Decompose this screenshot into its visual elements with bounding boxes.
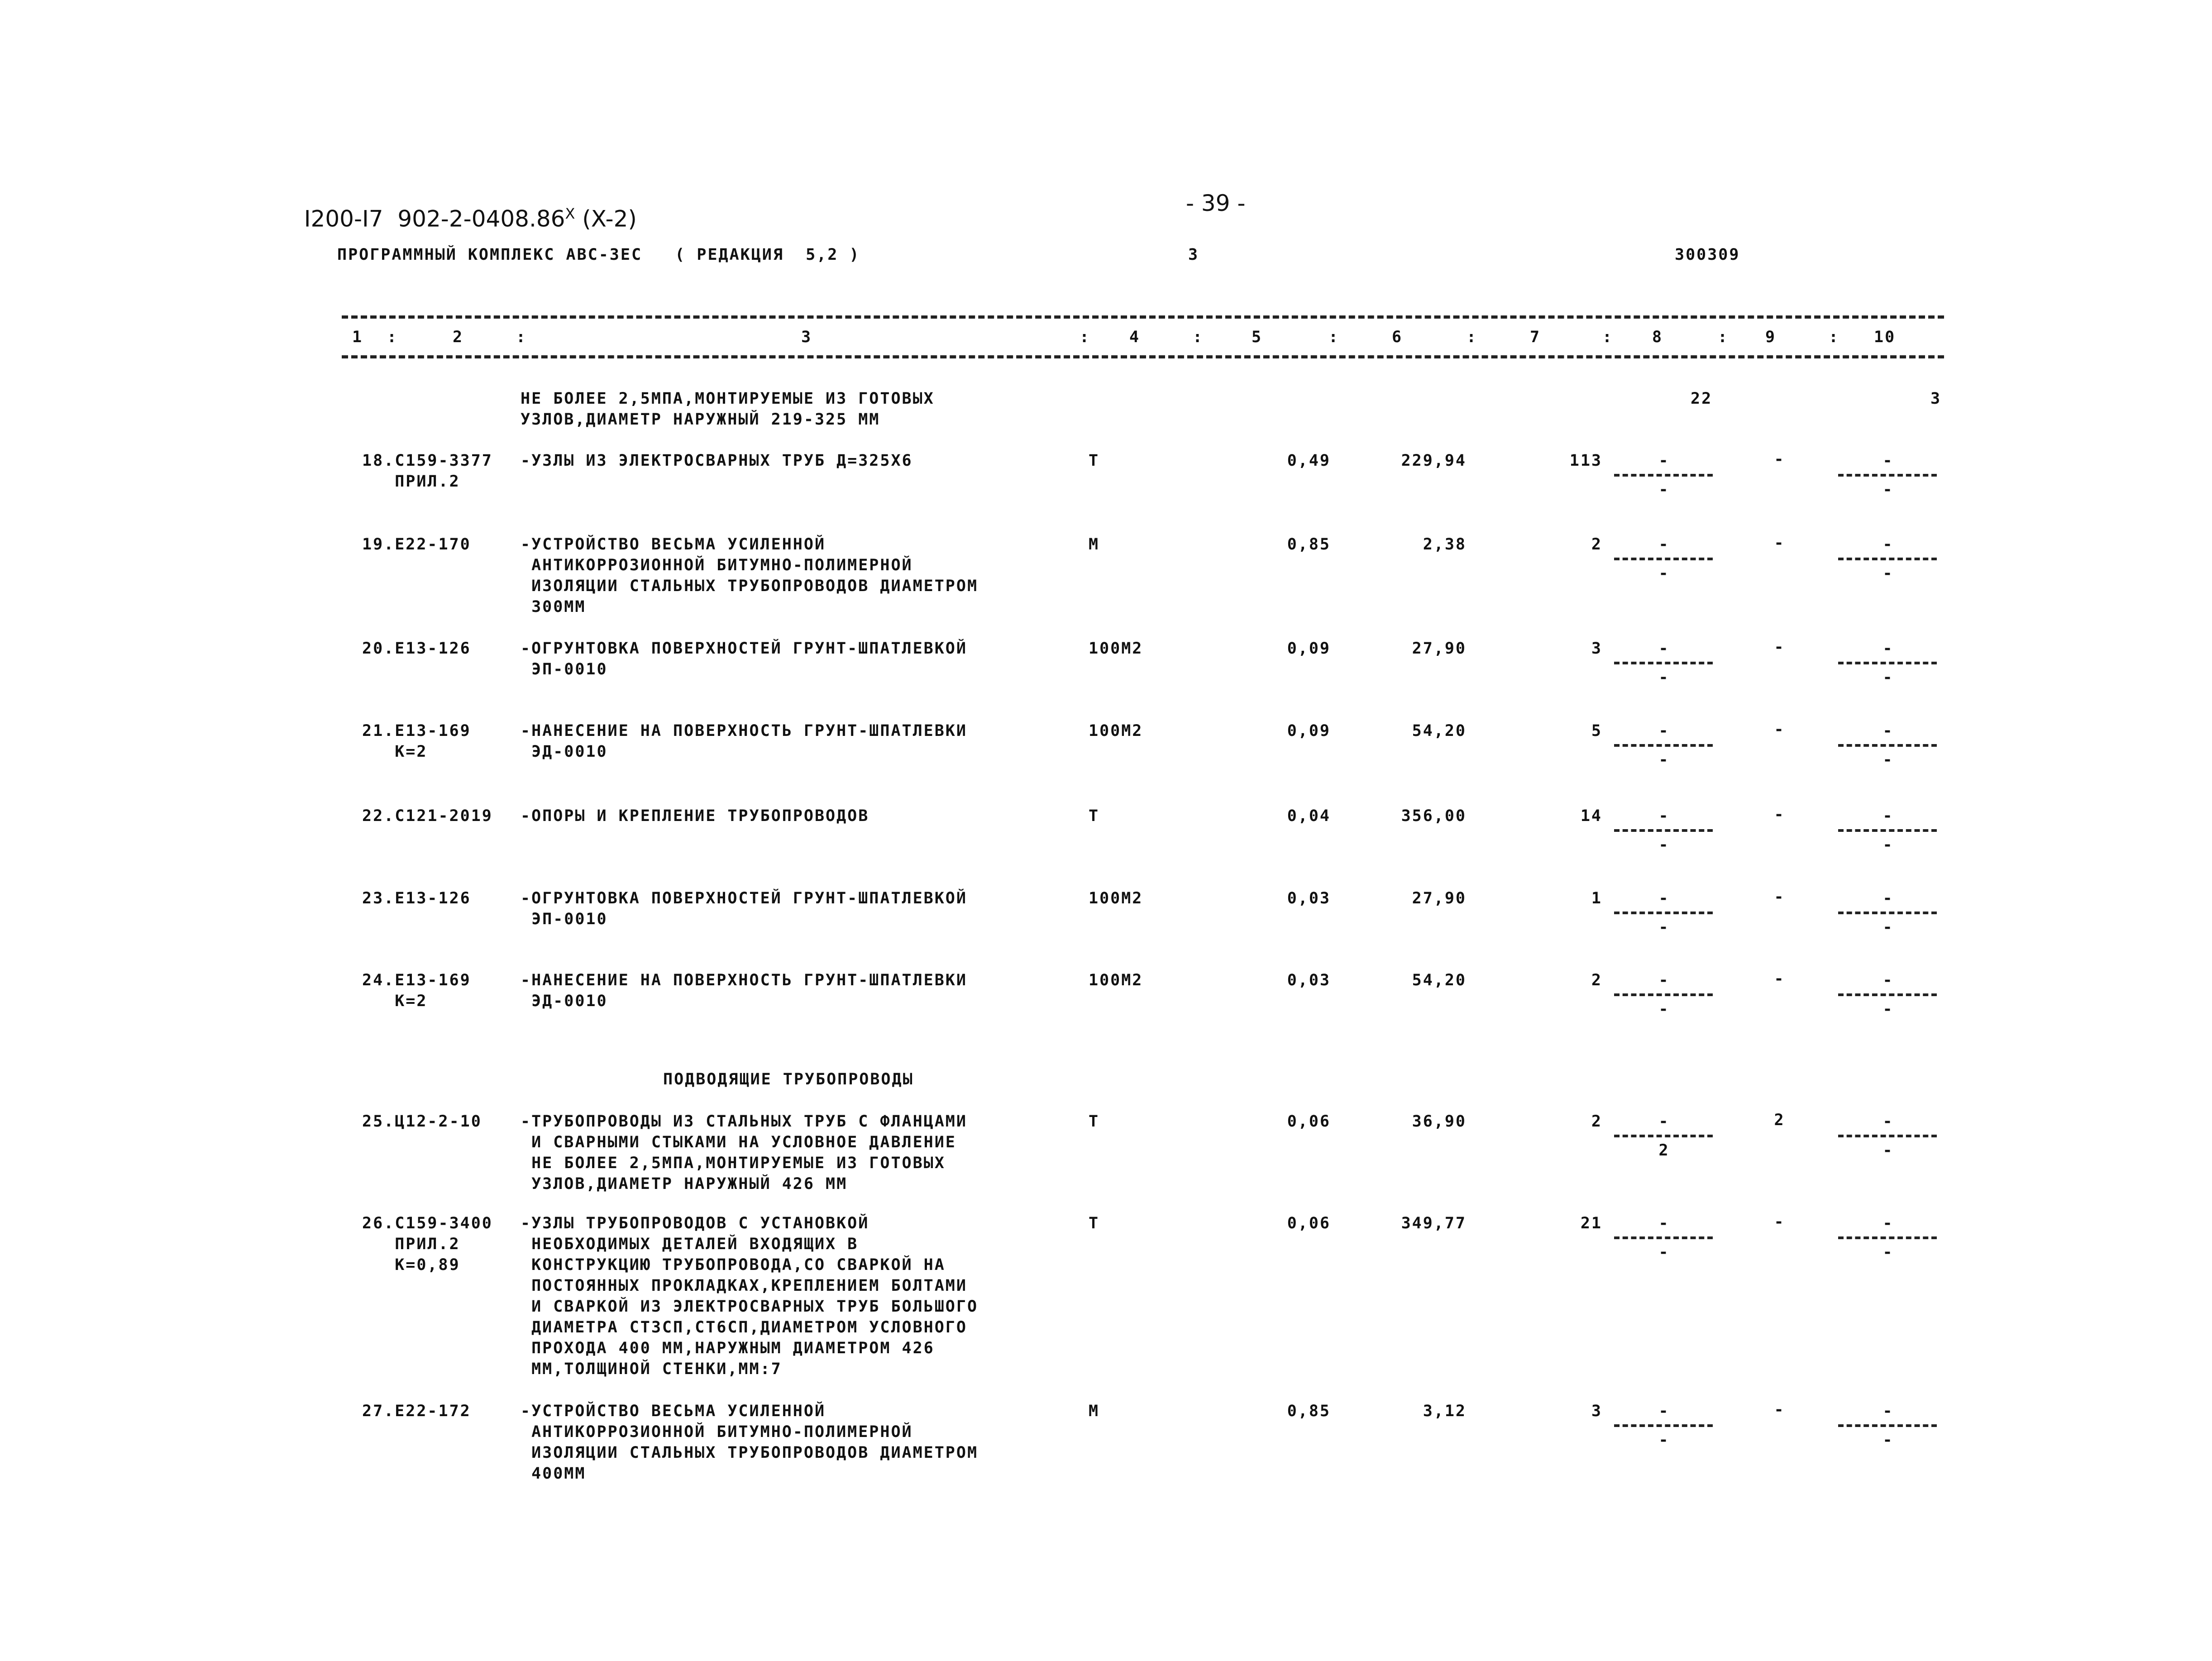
row-code: 19.Е22-170 — [362, 535, 471, 554]
row-col9: - — [1774, 888, 1784, 906]
row-col10-top: - — [1882, 452, 1892, 470]
column-header-7: 7 — [1530, 328, 1541, 346]
fraction-bar — [1614, 912, 1713, 914]
column-header-8: 8 — [1652, 328, 1663, 346]
row-unit-price: 3,12 — [1423, 1402, 1467, 1420]
intro-col8-value: 22 — [1691, 390, 1713, 408]
row-code: 26.С159-3400 ПРИЛ.2 К=0,89 — [362, 1214, 493, 1274]
row-quantity: 0,85 — [1287, 535, 1331, 554]
row-col8-bottom: - — [1658, 481, 1668, 499]
row-col10-fraction — [1835, 450, 1940, 500]
row-col8-fraction — [1611, 806, 1715, 855]
row-col8-fraction — [1611, 888, 1715, 938]
row-total: 5 — [1591, 722, 1602, 740]
row-col8-fraction — [1611, 721, 1715, 770]
row-col10-fraction — [1835, 1111, 1940, 1161]
column-separator: : — [1080, 328, 1091, 346]
row-unit-price: 36,90 — [1412, 1112, 1467, 1131]
column-header-4: 4 — [1129, 328, 1141, 346]
table-header-rule — [342, 355, 1944, 358]
row-col8-fraction — [1611, 534, 1715, 584]
fraction-bar — [1614, 558, 1713, 560]
row-col8-bottom: - — [1658, 1243, 1668, 1261]
row-quantity: 0,06 — [1287, 1214, 1331, 1232]
row-col10-bottom: - — [1882, 1431, 1892, 1449]
row-col10-bottom: - — [1882, 918, 1892, 936]
page-number: - 39 - — [1186, 190, 1246, 216]
row-col10-top: - — [1882, 722, 1892, 740]
row-unit: Т — [1089, 1112, 1100, 1131]
row-description: -НАНЕСЕНИЕ НА ПОВЕРХНОСТЬ ГРУНТ-ШПАТЛЕВКИ ЭД-0010 — [521, 971, 967, 1010]
column-header-1: 1 — [352, 328, 363, 346]
row-col10-top: - — [1882, 1402, 1892, 1420]
row-quantity: 0,49 — [1287, 452, 1331, 470]
row-description: -ОГРУНТОВКА ПОВЕРХНОСТЕЙ ГРУНТ-ШПАТЛЕВКОЙ ЭП-0010 — [521, 640, 967, 678]
row-description: -УСТРОЙСТВО ВЕСЬМА УСИЛЕННОЙ АНТИКОРРОЗИОННОЙ БИТУМНО-ПОЛИМЕРНОЙ ИЗОЛЯЦИИ СТАЛЬНЫХ ТРУБОПРОВОДОВ ДИАМЕТРОМ 400ММ — [521, 1402, 979, 1483]
row-col10-top: - — [1882, 889, 1892, 907]
intro-description: НЕ БОЛЕЕ 2,5МПА,МОНТИРУЕМЫЕ ИЗ ГОТОВЫХ УЗЛОВ,ДИАМЕТР НАРУЖНЫЙ 219-325 ММ — [521, 390, 935, 429]
row-col9: - — [1774, 721, 1784, 739]
row-total: 14 — [1580, 807, 1602, 825]
row-code: 22.С121-2019 — [362, 807, 493, 825]
row-unit-price: 2,38 — [1423, 535, 1467, 554]
row-unit: М — [1089, 535, 1100, 554]
row-quantity: 0,85 — [1287, 1402, 1331, 1420]
row-col10-bottom: - — [1882, 1000, 1892, 1018]
fraction-bar — [1838, 1236, 1937, 1239]
row-unit-price: 54,20 — [1412, 722, 1467, 740]
row-description: -НАНЕСЕНИЕ НА ПОВЕРХНОСТЬ ГРУНТ-ШПАТЛЕВКИ ЭД-0010 — [521, 722, 967, 761]
program-title: ПРОГРАММНЫЙ КОМПЛЕКС АВС-ЗЕС ( РЕДАКЦИЯ 5,2 ) — [337, 246, 860, 264]
fraction-bar — [1614, 474, 1713, 477]
row-total: 1 — [1591, 889, 1602, 907]
row-col10-top: - — [1882, 807, 1892, 825]
column-separator: : — [1829, 328, 1840, 346]
row-col8-top: - — [1658, 807, 1668, 825]
row-unit-price: 27,90 — [1412, 640, 1467, 658]
row-unit: Т — [1089, 807, 1100, 825]
row-col8-top: - — [1658, 640, 1668, 658]
row-col10-top: - — [1882, 535, 1892, 554]
row-code: 20.Е13-126 — [362, 640, 471, 658]
row-col10-bottom: - — [1882, 481, 1892, 499]
row-col8-top: - — [1658, 1402, 1668, 1420]
row-col10-bottom: - — [1882, 836, 1892, 854]
row-description: -ТРУБОПРОВОДЫ ИЗ СТАЛЬНЫХ ТРУБ С ФЛАНЦАМИ И СВАРНЫМИ СТЫКАМИ НА УСЛОВНОЕ ДАВЛЕНИЕ НЕ БОЛЕЕ 2,5МПА,МОНТИРУЕМЫЕ ИЗ ГОТОВЫХ УЗЛОВ,ДИАМЕТР НАРУЖНЫЙ 426 ММ — [521, 1112, 967, 1193]
row-unit: Т — [1089, 1214, 1100, 1232]
row-total: 3 — [1591, 1402, 1602, 1420]
row-quantity: 0,06 — [1287, 1112, 1331, 1131]
row-col8-bottom: - — [1658, 836, 1668, 854]
row-quantity: 0,04 — [1287, 807, 1331, 825]
column-header-9: 9 — [1765, 328, 1777, 346]
column-header-5: 5 — [1252, 328, 1263, 346]
fraction-bar — [1838, 744, 1937, 747]
row-total: 21 — [1580, 1214, 1602, 1232]
fraction-bar — [1838, 993, 1937, 996]
fraction-bar — [1614, 744, 1713, 747]
fraction-bar — [1838, 474, 1937, 477]
row-col8-top: - — [1658, 889, 1668, 907]
row-code: 24.Е13-169 К=2 — [362, 971, 471, 1010]
fraction-bar — [1838, 1424, 1937, 1427]
column-separator: : — [1602, 328, 1614, 346]
row-code: 25.Ц12-2-10 — [362, 1112, 482, 1131]
row-col9: - — [1774, 450, 1784, 468]
fraction-bar — [1838, 912, 1937, 914]
row-col10-fraction — [1835, 888, 1940, 938]
row-description: -УЗЛЫ ИЗ ЭЛЕКТРОСВАРНЫХ ТРУБ Д=325Х6 — [521, 452, 913, 470]
column-separator: : — [1467, 328, 1478, 346]
row-col8-bottom: - — [1658, 918, 1668, 936]
fraction-bar — [1838, 1135, 1937, 1137]
row-unit: 100М2 — [1089, 640, 1143, 658]
row-col9: - — [1774, 806, 1784, 824]
doc-number: 300309 — [1675, 246, 1740, 264]
row-description: -ОПОРЫ И КРЕПЛЕНИЕ ТРУБОПРОВОДОВ — [521, 807, 870, 825]
row-unit: Т — [1089, 452, 1100, 470]
row-description: -УСТРОЙСТВО ВЕСЬМА УСИЛЕННОЙ АНТИКОРРОЗИОННОЙ БИТУМНО-ПОЛИМЕРНОЙ ИЗОЛЯЦИИ СТАЛЬНЫХ ТРУБОПРОВОДОВ ДИАМЕТРОМ 300ММ — [521, 535, 979, 616]
row-unit: М — [1089, 1402, 1100, 1420]
column-separator: : — [1193, 328, 1204, 346]
document-code-sup: X — [565, 205, 575, 222]
fraction-bar — [1614, 1424, 1713, 1427]
row-unit-price: 356,00 — [1401, 807, 1467, 825]
row-quantity: 0,03 — [1287, 889, 1331, 907]
document-code-main: I200-I7 902-2-0408.86 — [304, 205, 565, 232]
column-header-3: 3 — [801, 328, 812, 346]
row-col8-bottom: - — [1658, 668, 1668, 687]
intro-col10-value: 3 — [1930, 390, 1942, 408]
row-unit-price: 229,94 — [1401, 452, 1467, 470]
row-col10-bottom: - — [1882, 564, 1892, 582]
row-col8-top: - — [1658, 535, 1668, 554]
row-unit: 100М2 — [1089, 722, 1143, 740]
row-col10-top: - — [1882, 1214, 1892, 1232]
row-col9: - — [1774, 1401, 1784, 1419]
row-quantity: 0,09 — [1287, 640, 1331, 658]
document-code — [290, 179, 637, 232]
row-col8-top: - — [1658, 971, 1668, 989]
fraction-bar — [1614, 993, 1713, 996]
fraction-bar — [1614, 1135, 1713, 1137]
row-col10-fraction — [1835, 970, 1940, 1020]
row-code: 21.Е13-169 К=2 — [362, 722, 471, 761]
row-unit-price: 27,90 — [1412, 889, 1467, 907]
row-total: 2 — [1591, 535, 1602, 554]
row-col8-fraction — [1611, 450, 1715, 500]
fraction-bar — [1838, 829, 1937, 832]
fraction-bar — [1838, 558, 1937, 560]
document-code-suffix: (X-2) — [575, 205, 637, 232]
row-col10-bottom: - — [1882, 1243, 1892, 1261]
row-col10-bottom: - — [1882, 668, 1892, 687]
sheet-mark: 3 — [1188, 246, 1199, 264]
row-code: 18.С159-3377 ПРИЛ.2 — [362, 452, 493, 491]
row-unit-price: 349,77 — [1401, 1214, 1467, 1232]
row-col8-fraction — [1611, 1401, 1715, 1451]
row-col8-top: - — [1658, 722, 1668, 740]
row-col8-fraction — [1611, 1213, 1715, 1263]
row-unit-price: 54,20 — [1412, 971, 1467, 989]
row-col8-bottom: - — [1658, 564, 1668, 582]
column-header-10: 10 — [1874, 328, 1896, 346]
row-col9: - — [1774, 638, 1784, 656]
row-description: -УЗЛЫ ТРУБОПРОВОДОВ С УСТАНОВКОЙ НЕОБХОДИМЫХ ДЕТАЛЕЙ ВХОДЯЩИХ В КОНСТРУКЦИЮ ТРУБОПРОВОДА,СО СВАРКОЙ НА ПОСТОЯННЫХ ПРОКЛАДКАХ,КРЕПЛЕНИЕМ БОЛТАМИ И СВАРКОЙ ИЗ ЭЛЕКТРОСВАРНЫХ ТРУБ БОЛЬШОГО ДИАМЕТРА СТ3СП,СТ6СП,ДИАМЕТРОМ УСЛОВНОГО ПРОХОДА 400 ММ,НАРУЖНЫМ ДИАМЕТРОМ 426 ММ,ТОЛЩИНОЙ СТЕНКИ,ММ:7 — [521, 1214, 979, 1378]
column-separator: : — [1718, 328, 1729, 346]
row-col9: 2 — [1774, 1111, 1784, 1129]
table-top-rule — [342, 315, 1944, 319]
row-col8-top: - — [1658, 1214, 1668, 1232]
row-col8-bottom: - — [1658, 1000, 1668, 1018]
column-separator: : — [1328, 328, 1340, 346]
row-col10-top: - — [1882, 640, 1892, 658]
row-col8-fraction — [1611, 1111, 1715, 1161]
row-total: 2 — [1591, 971, 1602, 989]
row-col8-top: - — [1658, 1112, 1668, 1131]
row-col10-fraction — [1835, 806, 1940, 855]
section-title: ПОДВОДЯЩИЕ ТРУБОПРОВОДЫ — [663, 1070, 914, 1088]
row-total: 2 — [1591, 1112, 1602, 1131]
row-code: 23.Е13-126 — [362, 889, 471, 907]
column-header-6: 6 — [1392, 328, 1403, 346]
row-quantity: 0,09 — [1287, 722, 1331, 740]
row-col10-fraction — [1835, 638, 1940, 688]
row-unit: 100М2 — [1089, 971, 1143, 989]
row-col10-fraction — [1835, 534, 1940, 584]
row-col8-bottom: - — [1658, 1431, 1668, 1449]
row-col10-fraction — [1835, 1401, 1940, 1451]
row-col10-top: - — [1882, 1112, 1892, 1131]
row-total: 3 — [1591, 640, 1602, 658]
row-col9: - — [1774, 1213, 1784, 1231]
row-col8-bottom: 2 — [1658, 1141, 1668, 1160]
row-col8-top: - — [1658, 452, 1668, 470]
row-col10-top: - — [1882, 971, 1892, 989]
column-separator: : — [387, 328, 398, 346]
row-col10-fraction — [1835, 721, 1940, 770]
column-header-2: 2 — [453, 328, 464, 346]
row-col10-fraction — [1835, 1213, 1940, 1263]
row-col9: - — [1774, 534, 1784, 552]
row-col9: - — [1774, 970, 1784, 988]
column-separator: : — [516, 328, 527, 346]
fraction-bar — [1614, 662, 1713, 664]
row-col8-fraction — [1611, 638, 1715, 688]
row-unit: 100М2 — [1089, 889, 1143, 907]
fraction-bar — [1614, 829, 1713, 832]
row-col8-fraction — [1611, 970, 1715, 1020]
row-description: -ОГРУНТОВКА ПОВЕРХНОСТЕЙ ГРУНТ-ШПАТЛЕВКОЙ ЭП-0010 — [521, 889, 967, 928]
row-col10-bottom: - — [1882, 751, 1892, 769]
fraction-bar — [1838, 662, 1937, 664]
row-total: 113 — [1569, 452, 1602, 470]
row-col8-bottom: - — [1658, 751, 1668, 769]
row-quantity: 0,03 — [1287, 971, 1331, 989]
fraction-bar — [1614, 1236, 1713, 1239]
row-code: 27.Е22-172 — [362, 1402, 471, 1420]
row-col10-bottom: - — [1882, 1141, 1892, 1160]
